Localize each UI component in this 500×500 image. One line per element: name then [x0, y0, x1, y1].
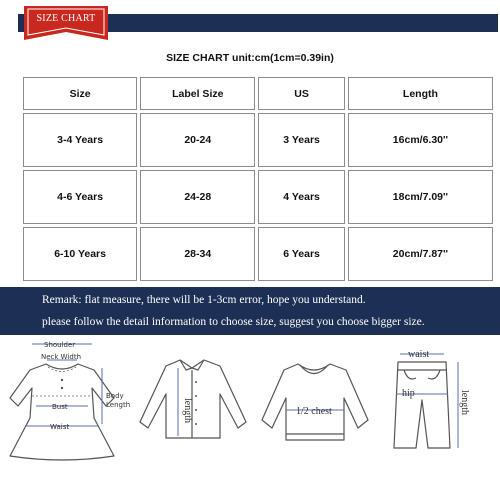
remark-line-2: please follow the detail information to choose size, suggest you choose bigger size. [42, 316, 425, 328]
cell-length: 16cm/6.30'' [348, 113, 493, 167]
cell-label-size: 28-34 [140, 227, 255, 281]
cell-us: 6 Years [258, 227, 344, 281]
size-chart-badge: SIZE CHART [36, 13, 96, 24]
table-row [23, 113, 493, 167]
cell-label-size: 24-28 [140, 170, 255, 224]
dress-length-label: Length [106, 401, 131, 409]
dress-body-label: Body [106, 392, 124, 400]
sweater-chest-label: 1/2 chest [296, 406, 332, 417]
sweater-diagram [256, 338, 374, 462]
cell-length: 20cm/7.87'' [348, 227, 493, 281]
cell-length: 18cm/7.09'' [348, 170, 493, 224]
dress-waist-label: Waist [50, 423, 70, 431]
shirt-length-label: length [182, 398, 193, 423]
cell-us: 4 Years [258, 170, 344, 224]
cell-size: 6-10 Years [23, 227, 137, 281]
header-us: US [258, 77, 344, 110]
table-header-row [23, 77, 493, 110]
cell-us: 3 Years [258, 113, 344, 167]
cell-size: 4-6 Years [23, 170, 137, 224]
dress-diagram [2, 338, 132, 462]
pants-length-label: length [459, 390, 470, 415]
pants-waist-label: waist [408, 349, 430, 360]
header-label-size: Label Size [140, 77, 255, 110]
cell-size: 3-4 Years [23, 113, 137, 167]
size-chart-ribbon [24, 6, 108, 44]
cell-label-size: 20-24 [140, 113, 255, 167]
dress-neck-width-label: Neck Width [41, 353, 82, 361]
table-row [23, 227, 493, 281]
shirt-diagram [134, 338, 252, 462]
header-size: Size [23, 77, 137, 110]
size-table [20, 74, 496, 284]
table-row [23, 170, 493, 224]
dress-bust-label: Bust [52, 403, 68, 411]
dress-shoulder-label: Shoulder [44, 341, 76, 349]
chart-title: SIZE CHART unit:cm(1cm=0.39in) [166, 52, 334, 64]
pants-diagram [378, 338, 496, 462]
header-length: Length [348, 77, 493, 110]
pants-hip-label: hip [402, 388, 415, 399]
remark-line-1: Remark: flat measure, there will be 1-3cm error, hope you understand. [42, 294, 366, 306]
